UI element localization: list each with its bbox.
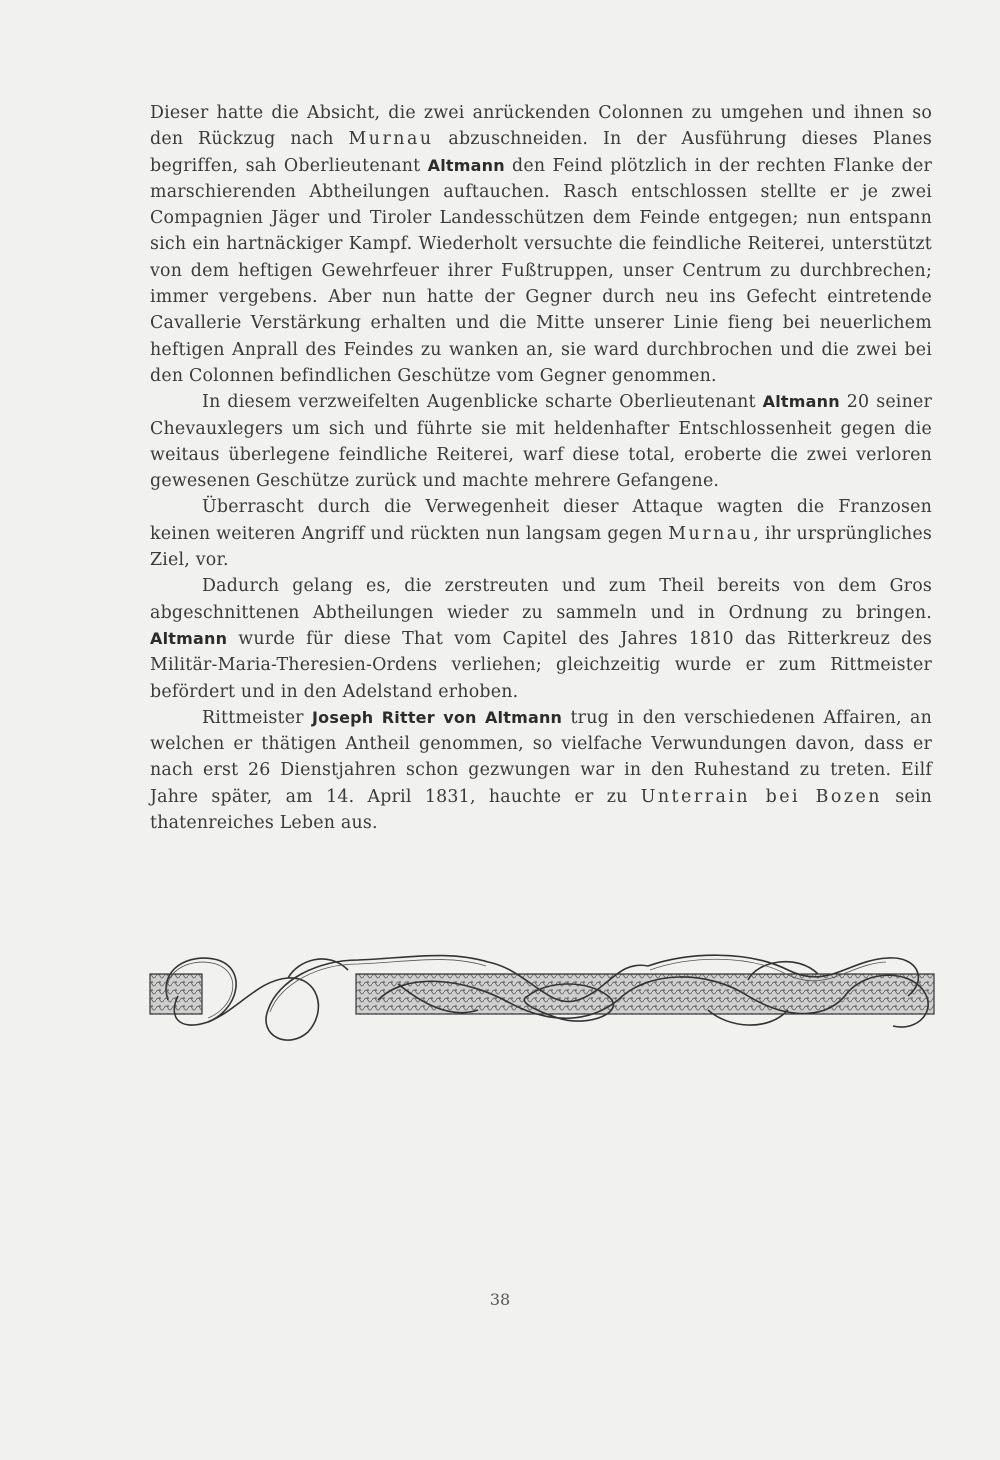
text-run: , ihr ursprüngliches Ziel, vor.	[150, 523, 932, 571]
paragraph	[150, 389, 932, 494]
paragraph	[150, 100, 932, 389]
emphasized-name: Joseph Ritter von Altmann	[312, 707, 563, 727]
paragraph	[150, 494, 932, 573]
emphasized-name: Altmann	[427, 155, 505, 175]
text-run: den Feind plötzlich in der rechten Flanke der marschierenden Abtheilungen auftauchen. Rasch entschlossen stellte er je zwei Compagnien Jäger und Tiroler Landesschützen dem Feinde entgegen; nun entspann sich ein hartnäckiger Kampf. Wiederholt versuchte die feindliche Reiterei, unterstützt von dem heftigen Gewehrfeuer ihrer Fußtruppen, unser Centrum zu durchbrechen; immer vergebens. Aber nun hatte der Gegner durch neu ins Gefecht eintretende Cavallerie Verstärkung erhalten und die Mitte unserer Linie fieng bei neuerlichem heftigen Anprall des Feindes zu wanken an, sie ward durchbrochen und die zwei bei den Colonnen befindlichen Geschütze vom Gegner genommen.	[150, 155, 932, 386]
text-run: 20 seiner Chevauxlegers um sich und führte sie mit heldenhafter Entschlossenheit gegen die weitaus überlegene feindliche Reiterei, warf diese total, eroberte die zwei verloren gewesenen Geschütze zurück und machte mehrere Gefangene.	[150, 392, 932, 492]
ornamental-band-icon	[148, 940, 936, 1056]
text-run: trug in den verschiedenen Affairen, an welchen er thätigen Antheil genommen, so vielfache Verwundungen davon, dass er nach erst 26 Dienstjahren schon gezwungen war in den Ruhestand zu treten. Eilf Jahre später, am 14. April 1831, hauchte er zu	[150, 707, 932, 807]
text-run: Dadurch gelang es, die zerstreuten und zum Theil bereits von dem Gros abgeschnittenen Abtheilungen wieder zu sammeln und in Ordnung zu bringen.	[150, 576, 932, 623]
page-number: 38	[489, 1290, 511, 1309]
spaced-place-name: Murnau	[348, 129, 434, 150]
text-run: Dieser hatte die Absicht, die zwei anrückenden Colonnen zu umgehen und ihnen so den Rückzug nach	[150, 103, 932, 150]
text-run: In diesem verzweifelten Augenblicke scharte Oberlieutenant	[202, 392, 763, 413]
emphasized-name: Altmann	[762, 392, 840, 412]
paragraph	[150, 705, 932, 836]
text-run: Überrascht durch die Verwegenheit dieser Attaque wagten die Franzosen keinen weiteren Angriff und rückten nun langsam gegen	[150, 497, 932, 544]
spaced-place-name: Unterrain bei Bozen	[640, 786, 882, 807]
text-run: wurde für diese That vom Capitel des Jahres 1810 das Ritterkreuz des Militär-Maria-Theresien-Ordens verliehen; gleichzeitig wurde er zum Rittmeister befördert und in den Adelstand erhoben.	[150, 628, 932, 702]
spaced-place-name: Murnau	[668, 523, 754, 544]
text-run: sein thatenreiches Leben aus.	[150, 786, 932, 834]
paragraph	[150, 573, 932, 704]
text-run: Rittmeister	[202, 707, 313, 728]
body-text	[150, 100, 932, 836]
emphasized-name: Altmann	[150, 628, 228, 648]
text-run: abzuschneiden. In der Ausführung dieses Planes begriffen, sah Oberlieutenant	[150, 129, 933, 176]
